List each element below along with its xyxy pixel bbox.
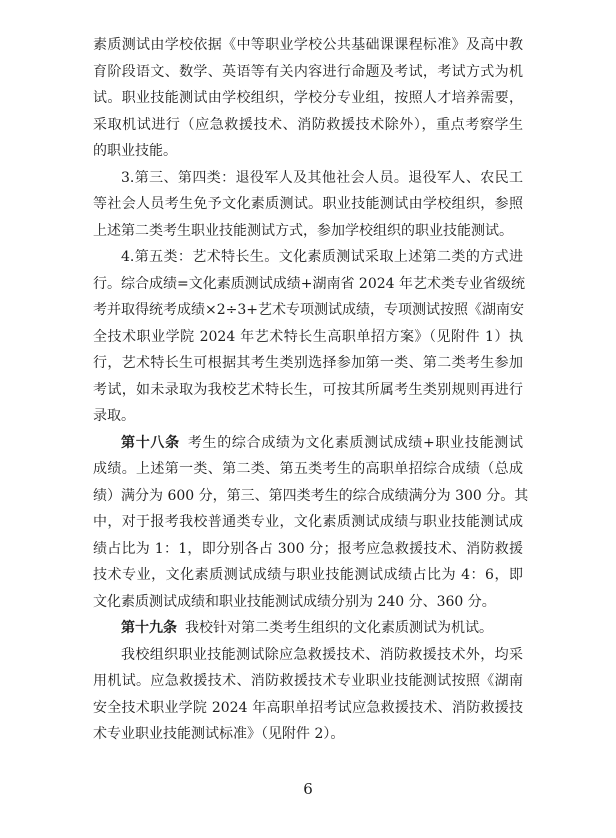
text-line: 等社会人员考生免予文化素质测试。职业技能测试由学校组织，参照 <box>93 196 523 212</box>
text-line: 成绩。上述第一类、第二类、第五类考生的高职单招综合成绩（总成 <box>93 461 523 477</box>
text-line: 行，艺术特长生可根据其考生类别选择参加第一类、第二类考生参加 <box>93 355 523 371</box>
text-line: 全技术职业学院 2024 年艺术特长生高职单招方案》（见附件 1）执 <box>93 328 523 345</box>
text-line: 技术专业，文化素质测试成绩与职业技能测试成绩占比为 4：6，即 <box>93 567 523 583</box>
text-line: 文化素质测试成绩和职业技能测试成绩分别为 240 分、360 分。 <box>93 593 496 610</box>
text-line <box>93 615 523 642</box>
text-line: 我校组织职业技能测试除应急救援技术、消防救援技术外，均采 <box>121 646 523 663</box>
text-line: 术专业职业技能测试标准》（见附件 2）。 <box>93 726 345 742</box>
text-line: 育阶段语文、数学、英语等有关内容进行命题及考试，考试方式为机 <box>93 63 523 80</box>
text-line: 3.第三、第四类：退役军人及其他社会人员。退役军人、农民工 <box>121 169 523 186</box>
text-line: 采取机试进行（应急救援技术、消防救援技术除外），重点考察学生 <box>93 116 523 133</box>
text-segment: 我校针对第二类考生组织的文化素质测试为机试。 <box>185 620 493 636</box>
paragraph <box>93 642 523 748</box>
page-number: 6 <box>303 780 313 798</box>
paragraph <box>93 165 523 245</box>
text-line: 安全技术职业学院 2024 年高职单招考试应急救援技术、消防救援技 <box>93 699 523 716</box>
text-line: 行。综合成绩=文化素质测试成绩+湖南省 2024 年艺术类专业省级统 <box>93 275 525 292</box>
text-line: 4.第五类：艺术特长生。文化素质测试采取上述第二类的方式进 <box>121 249 523 265</box>
text-line: 考试，如未录取为我校艺术特长生，可按其所属考生类别规则再进行 <box>93 381 523 398</box>
article-heading: 第十八条 <box>121 434 180 451</box>
text-line: 素质测试由学校依据《中等职业学校公共基础课课程标准》及高中教 <box>93 37 523 53</box>
text-line <box>93 430 523 457</box>
article-19 <box>93 615 523 642</box>
article-18 <box>93 430 529 616</box>
text-line: 绩占比为 1：1，即分别各占 300 分；报考应急救援技术、消防救援 <box>93 540 523 557</box>
text-line: 的职业技能。 <box>93 143 177 159</box>
text-line: 试。职业技能测试由学校组织，学校分专业组，按照人才培养需要， <box>93 90 523 106</box>
text-line: 录取。 <box>93 408 135 424</box>
text-line: 用机试。应急救援技术、消防救援技术专业职业技能测试按照《湖南 <box>93 673 523 689</box>
text-line: 中，对于报考我校普通类专业，文化素质测试成绩与职业技能测试成 <box>93 514 523 530</box>
article-heading: 第十九条 <box>121 620 177 636</box>
text-line: 绩）满分为 600 分，第三、第四类考生的综合成绩满分为 300 分。其 <box>93 487 529 504</box>
paragraph <box>93 32 523 165</box>
body-text <box>93 32 529 748</box>
text-segment: 考生的综合成绩为文化素质测试成绩+职业技能测试 <box>187 434 523 451</box>
paragraph <box>93 244 523 430</box>
text-line: 考并取得统考成绩×2÷3+艺术专项测试成绩，专项测试按照《湖南安 <box>93 302 525 318</box>
text-line: 上述第二类考生职业技能测试方式，参加学校组织的职业技能测试。 <box>93 222 513 239</box>
